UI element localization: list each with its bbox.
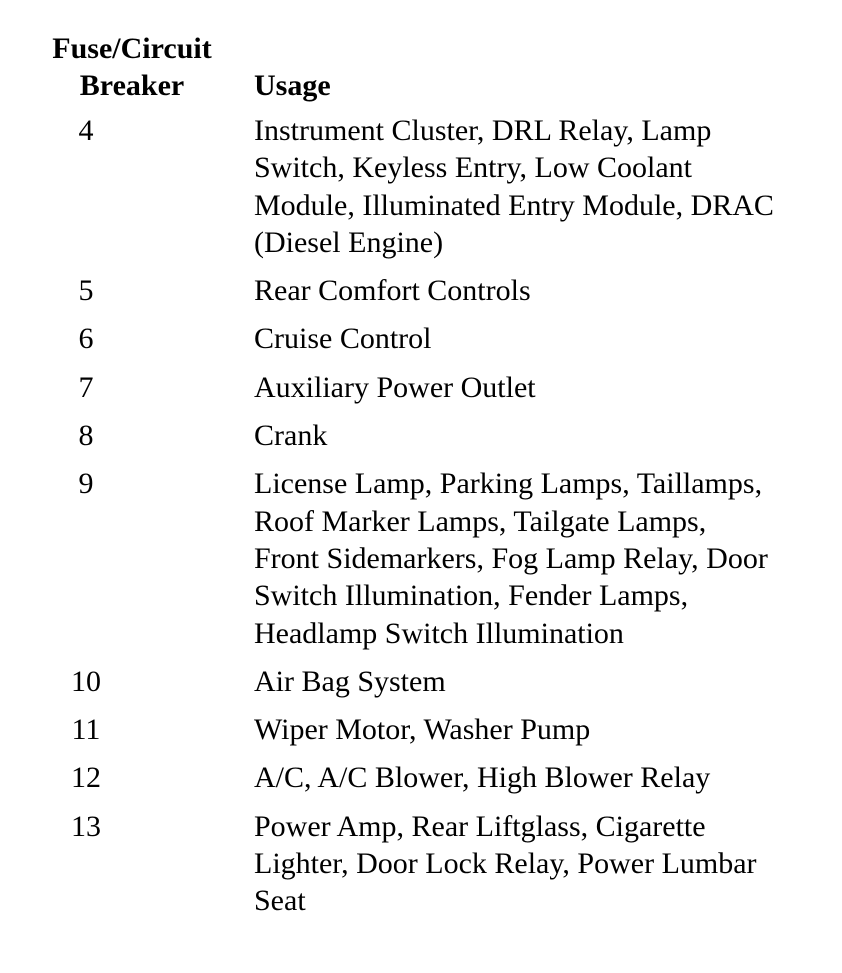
table-row xyxy=(0,711,842,748)
fuse-number: 10 xyxy=(71,664,101,698)
fuse-header-line1: Fuse/Circuit xyxy=(52,32,212,65)
table-body xyxy=(0,112,842,920)
fuse-header-line2: Breaker xyxy=(79,69,185,102)
fuse-number: 8 xyxy=(78,419,94,453)
fuse-column-header xyxy=(42,30,222,104)
table-row xyxy=(0,808,842,920)
table-row xyxy=(0,417,842,454)
fuse-number: 4 xyxy=(78,114,94,147)
table-row xyxy=(0,465,842,651)
fuse-usage: Wiper Motor, Washer Pump xyxy=(254,713,591,747)
table-row xyxy=(0,759,842,796)
fuse-number: 13 xyxy=(71,809,101,843)
fuse-usage: License Lamp, Parking Lamps, Taillamps, Roof Marker Lamps, Tailgate Lamps, Front Sidemarkers, Fog Lamp Relay, Door Switch Illumination, Fender Lamps, Headlamp Switch Illumination xyxy=(254,467,768,650)
fuse-usage: Air Bag System xyxy=(254,664,446,698)
fuse-usage: Auxiliary Power Outlet xyxy=(254,370,536,404)
fuse-number: 7 xyxy=(78,370,94,404)
table-row xyxy=(0,663,842,700)
fuse-usage: Cruise Control xyxy=(254,322,432,356)
fuse-number: 6 xyxy=(78,322,94,356)
fuse-usage: Power Amp, Rear Liftglass, Cigarette Lighter, Door Lock Relay, Power Lumbar Seat xyxy=(254,809,757,918)
fuse-usage: Rear Comfort Controls xyxy=(254,274,531,308)
fuse-number: 11 xyxy=(71,713,101,747)
table-header xyxy=(0,0,842,112)
table-row xyxy=(0,112,842,261)
fuse-usage: Instrument Cluster, DRL Relay, Lamp Switch, Keyless Entry, Low Coolant Module, Illuminated Entry Module, DRAC (Diesel Engine) xyxy=(254,114,774,259)
usage-column-header: Usage xyxy=(254,69,331,102)
fuse-usage: Crank xyxy=(254,419,328,453)
fuse-usage: A/C, A/C Blower, High Blower Relay xyxy=(254,761,711,795)
fuse-number: 12 xyxy=(71,761,101,795)
table-row xyxy=(0,369,842,406)
table-row xyxy=(0,320,842,357)
fuse-number: 5 xyxy=(78,274,94,308)
table-row xyxy=(0,272,842,309)
fuse-number: 9 xyxy=(78,467,94,501)
